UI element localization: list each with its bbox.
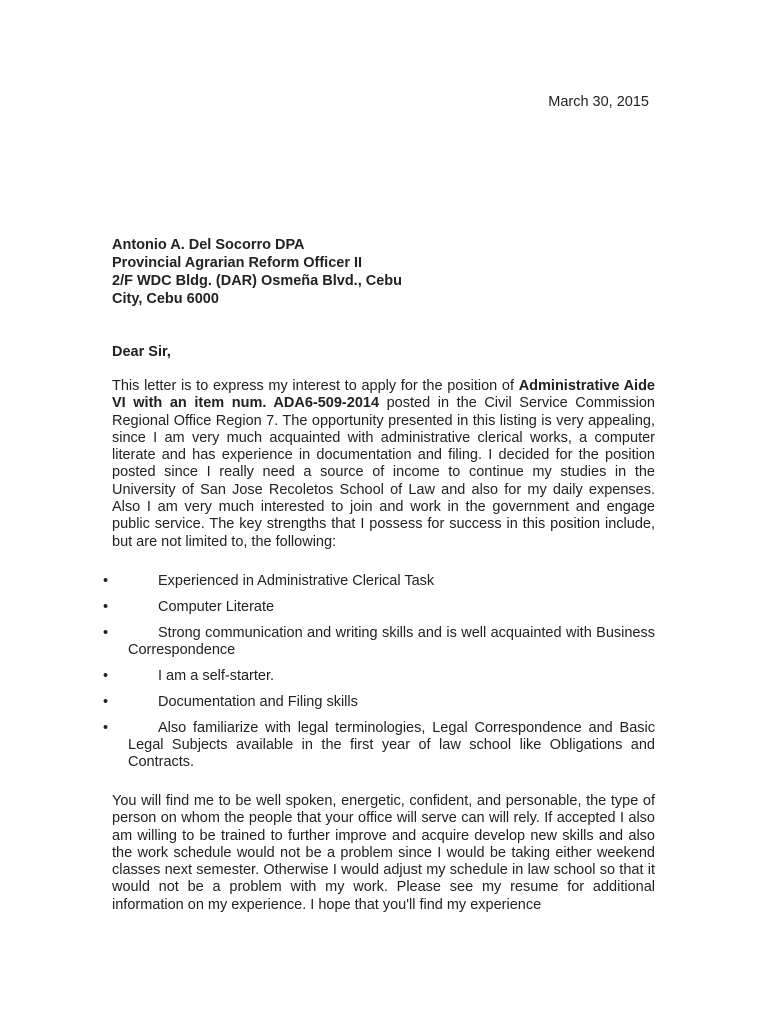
intro-paragraph <box>112 378 655 551</box>
list-item <box>0 573 655 590</box>
recipient-address <box>112 236 672 308</box>
list-item-text: Documentation and Filing skills <box>158 693 358 710</box>
letter-date: March 30, 2015 <box>548 94 649 110</box>
bullet-icon: • <box>103 598 109 615</box>
intro-text: This letter is to express my interest to apply for the position of <box>112 378 519 394</box>
list-item <box>0 625 655 660</box>
recipient-title: Provincial Agrarian Reform Officer II <box>112 255 363 271</box>
list-item <box>0 694 655 711</box>
strengths-list <box>0 573 655 780</box>
bullet-icon: • <box>103 624 109 641</box>
list-item-text: Computer Literate <box>158 598 275 615</box>
bullet-icon: • <box>103 693 109 710</box>
bullet-icon: • <box>103 573 109 589</box>
list-item-text: I am a self-starter. <box>158 667 275 684</box>
bullet-icon: • <box>103 719 109 736</box>
list-item-text: Experienced in Administrative Clerical Task <box>158 573 435 589</box>
list-item <box>0 720 655 772</box>
recipient-address-line-1: 2/F WDC Bldg. (DAR) Osmeña Blvd., Cebu <box>112 273 403 289</box>
list-item <box>0 668 655 685</box>
bullet-icon: • <box>103 667 109 684</box>
list-item <box>0 599 655 616</box>
list-item-text: Also familiarize with legal terminologies, Legal Correspondence and Basic Legal Subjects available in the first year of law school like Obligations and Contracts. <box>128 719 655 771</box>
closing-paragraph: You will find me to be well spoken, energetic, confident, and personable, the type of person on whom the people that your office will serve can will rely. If accepted I also am willing to be trained to further improve and acquire develop new skills and also the work schedule would not be a problem since I would be taking either weekend classes next semester. Otherwise I would adjust my schedule in law school so that it would not be a problem with my work. Please see my resume for additional information on my experience. I hope that you'll find my experience <box>112 793 655 913</box>
salutation: Dear Sir, <box>112 344 171 360</box>
recipient-name: Antonio A. Del Socorro DPA <box>112 237 305 253</box>
intro-rest: posted in the Civil Service Commission Regional Office Region 7. The opportunity presented in this listing is very appealing, since I am very much acquainted with administrative clerical works, a computer literate and has experience in documentation and filing. I decided for the position posted since I really need a source of income to continue my studies in the University of San Jose Recoletos School of Law and also for my daily expenses. Also I am very much interested to join and work in the government and engage public service. The key strengths that I possess for success in this position include, but are not limited to, the following: <box>112 395 655 550</box>
recipient-address-line-2: City, Cebu 6000 <box>112 291 219 307</box>
list-item-text: Strong communication and writing skills and is well acquainted with Business Correspondence <box>128 624 655 659</box>
position-title: Administrative Aide VI with an item num. ADA6-509-2014 <box>112 378 655 412</box>
